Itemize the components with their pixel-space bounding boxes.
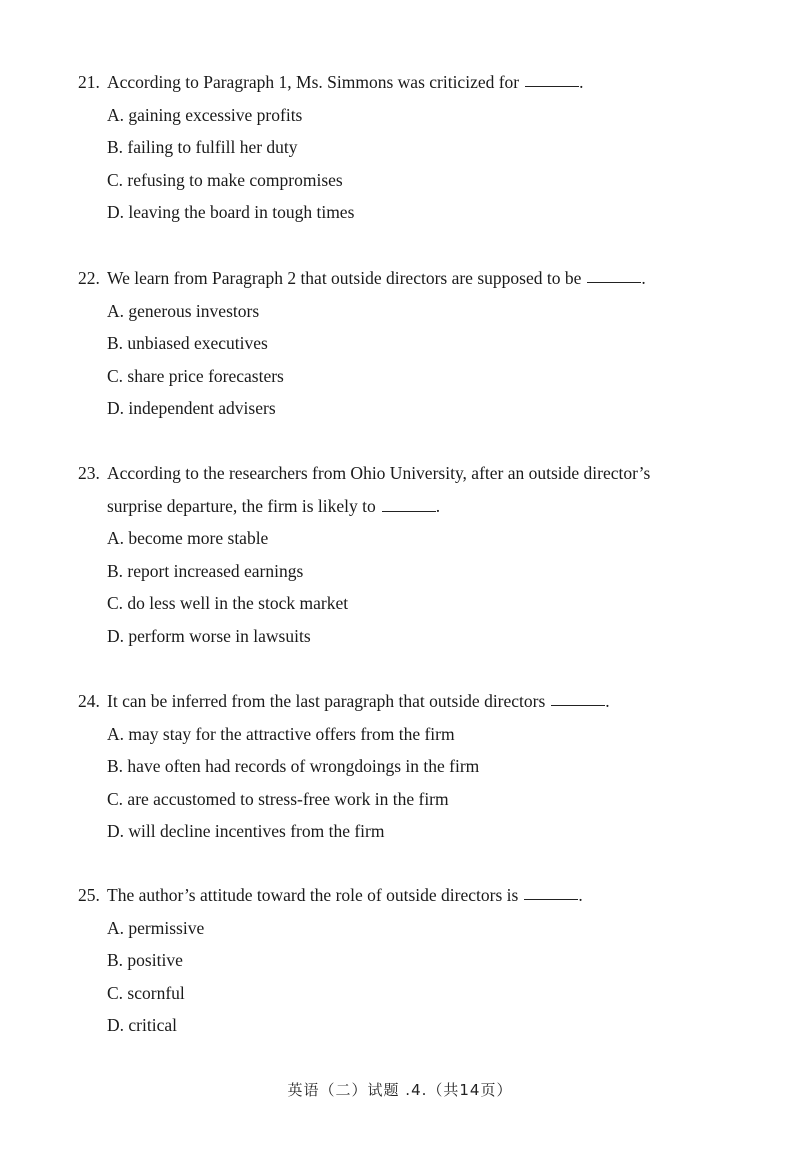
option-d: D. will decline incentives from the firm <box>107 821 385 841</box>
question-stem <box>78 885 738 905</box>
page-footer: 英语（二）试题 .4.（共14页） <box>287 1081 513 1099</box>
question-stem <box>78 268 738 288</box>
option-c: C. do less well in the stock market <box>107 593 349 613</box>
options-list <box>78 105 738 223</box>
option-b: B. have often had records of wrongdoings in the firm <box>107 756 480 776</box>
question-end-punct: . <box>578 885 583 905</box>
question-text-continued <box>78 496 738 516</box>
question-stem <box>78 463 738 483</box>
option-c: C. scornful <box>107 982 185 1003</box>
question-stem <box>78 691 738 711</box>
question-end-punct: . <box>435 495 441 516</box>
question-text-line-2: surprise departure, the firm is likely to <box>107 495 376 516</box>
question-21 <box>78 72 738 222</box>
answer-blank <box>382 497 436 512</box>
question-text: According to Paragraph 1, Ms. Simmons was criticized for <box>107 72 520 92</box>
question-end-punct: . <box>579 72 584 92</box>
question-number: 24. <box>78 691 100 711</box>
option-d: D. independent advisers <box>107 398 276 418</box>
question-number: 22. <box>78 268 100 288</box>
option-a: A. may stay for the attractive offers from the firm <box>107 723 455 744</box>
question-number: 23. <box>78 463 100 483</box>
question-text: The author’s attitude toward the role of outside directors is <box>107 885 519 905</box>
question-stem <box>78 72 738 92</box>
question-text: It can be inferred from the last paragraph that outside directors <box>107 691 546 711</box>
question-23 <box>78 463 738 646</box>
options-list <box>78 528 738 646</box>
question-text: According to the researchers from Ohio University, after an outside director’s <box>107 463 651 483</box>
option-d: D. perform worse in lawsuits <box>107 625 311 646</box>
option-c: C. refusing to make compromises <box>107 169 343 190</box>
question-25 <box>78 885 738 1035</box>
answer-blank <box>525 72 579 87</box>
option-a: A. gaining excessive profits <box>107 104 303 125</box>
option-c: C. are accustomed to stress-free work in the firm <box>107 788 449 809</box>
options-list <box>78 301 738 419</box>
answer-blank <box>587 268 641 283</box>
question-24 <box>78 691 738 841</box>
question-22 <box>78 268 738 418</box>
options-list <box>78 918 738 1036</box>
answer-blank <box>524 885 578 900</box>
option-b: B. failing to fulfill her duty <box>107 137 298 157</box>
option-d: D. critical <box>107 1015 177 1035</box>
options-list <box>78 724 738 842</box>
option-a: A. generous investors <box>107 300 260 321</box>
option-a: A. become more stable <box>107 528 269 548</box>
option-c: C. share price forecasters <box>107 365 284 386</box>
option-b: B. unbiased executives <box>107 333 268 353</box>
answer-blank <box>551 691 605 706</box>
option-a: A. permissive <box>107 917 205 938</box>
question-number: 25. <box>78 885 100 905</box>
question-number: 21. <box>78 72 100 92</box>
option-b: B. report increased earnings <box>107 560 304 581</box>
question-end-punct: . <box>605 691 610 711</box>
question-text: We learn from Paragraph 2 that outside directors are supposed to be <box>107 268 582 288</box>
option-b: B. positive <box>107 950 183 970</box>
option-d: D. leaving the board in tough times <box>107 202 355 222</box>
question-end-punct: . <box>641 268 646 288</box>
